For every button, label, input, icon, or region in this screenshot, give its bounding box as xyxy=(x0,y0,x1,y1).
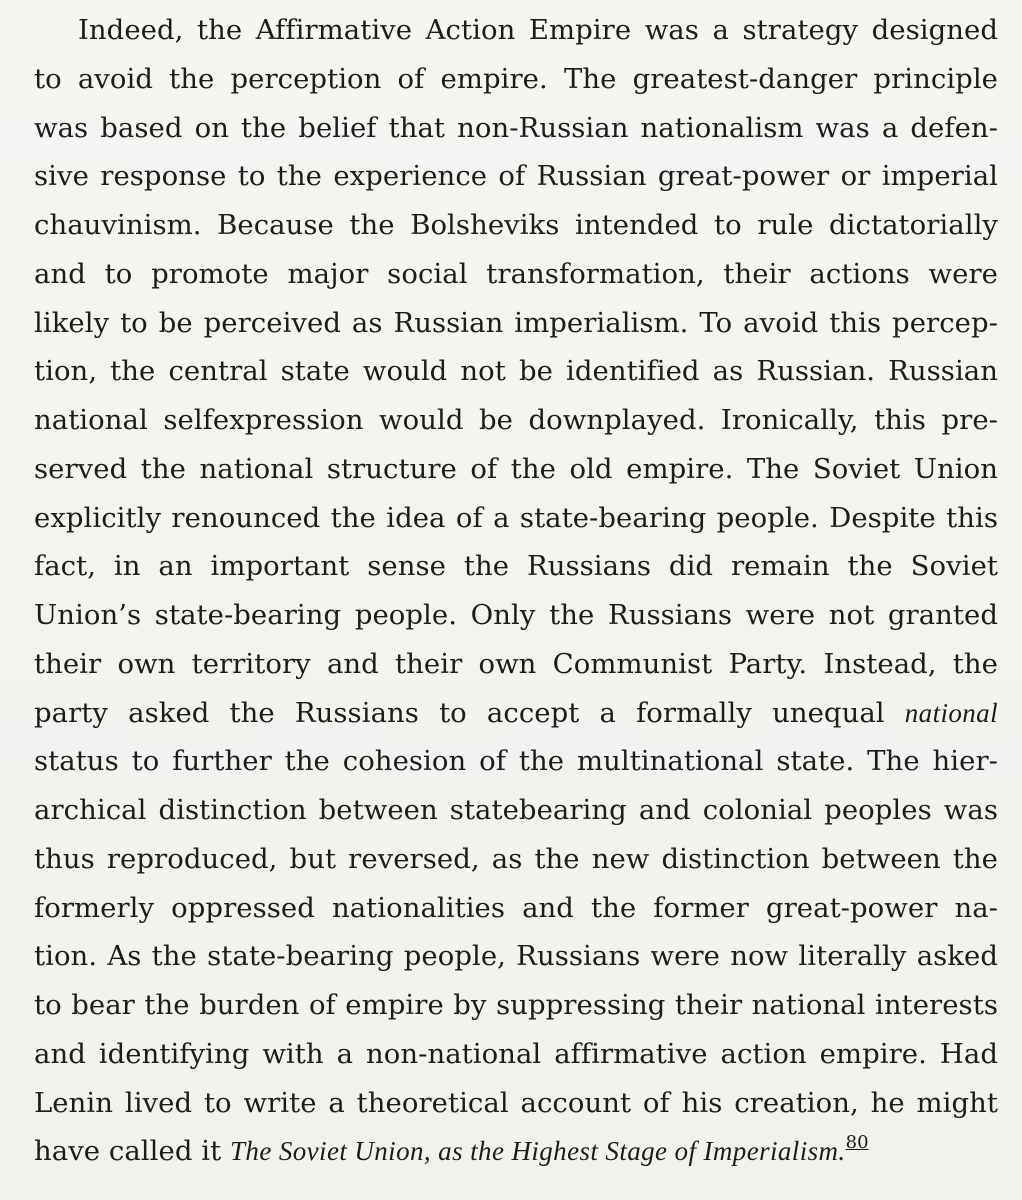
text-line-12: fact, in an important sense the Russians did remain the Soviet xyxy=(34,550,998,583)
text-line-15 xyxy=(34,689,998,738)
text-line-17: archical distinction between statebearing and colonial peoples was xyxy=(34,794,998,826)
text-line-18: thus reproduced, but reversed, as the new distinction between the xyxy=(34,842,998,875)
text-line-7: likely to be perceived as Russian imperialism. To avoid this percep- xyxy=(34,306,998,339)
text-line-2: to avoid the perception of empire. The greatest-danger principle xyxy=(34,62,998,95)
body-paragraph xyxy=(34,6,998,1176)
book-title: The Soviet Union, as the Highest Stage of Imperialism. xyxy=(230,1136,846,1167)
text-line-19: formerly oppressed nationalities and the former great-power na- xyxy=(34,891,998,924)
text-line-13: Union’s state-bearing people. Only the Russians were not granted xyxy=(34,599,998,631)
text-line-22: and identifying with a non-national affirmative action empire. Had xyxy=(34,1037,998,1070)
text-line-10: served the national structure of the old empire. The Soviet Union xyxy=(34,452,998,485)
text-line-8: tion, the central state would not be identified as Russian. Russian xyxy=(34,355,998,388)
text-line-1: Indeed, the Affirmative Action Empire was a strategy designed xyxy=(78,14,998,46)
text-line-24 xyxy=(34,1127,998,1176)
text-line-4: sive response to the experience of Russian great-power or imperial xyxy=(34,160,998,193)
text-line-6: and to promote major social transformation, their actions were xyxy=(34,257,998,290)
text-line-9: national selfexpression would be downplayed. Ironically, this pre- xyxy=(34,404,998,436)
text-line-24-prefix: have called it xyxy=(34,1135,222,1168)
text-line-16: status to further the cohesion of the multinational state. The hier- xyxy=(34,745,998,778)
text-line-14: their own territory and their own Communist Party. Instead, the xyxy=(34,647,998,680)
text-line-21: to bear the burden of empire by suppressing their national interests xyxy=(34,989,998,1021)
text-line-15-prefix: party asked the Russians to accept a formally unequal xyxy=(34,696,885,729)
footnote-reference[interactable]: 80 xyxy=(845,1132,869,1154)
text-line-3: was based on the belief that non-Russian nationalism was a defen- xyxy=(34,111,998,144)
emphasis-national: national xyxy=(904,697,998,728)
text-line-5: chauvinism. Because the Bolsheviks intended to rule dictatorially xyxy=(34,209,998,241)
text-line-20: tion. As the state-bearing people, Russians were now literally asked xyxy=(34,940,998,973)
text-line-23: Lenin lived to write a theoretical account of his creation, he might xyxy=(34,1086,998,1119)
text-line-11: explicitly renounced the idea of a state-bearing people. Despite this xyxy=(34,501,998,534)
